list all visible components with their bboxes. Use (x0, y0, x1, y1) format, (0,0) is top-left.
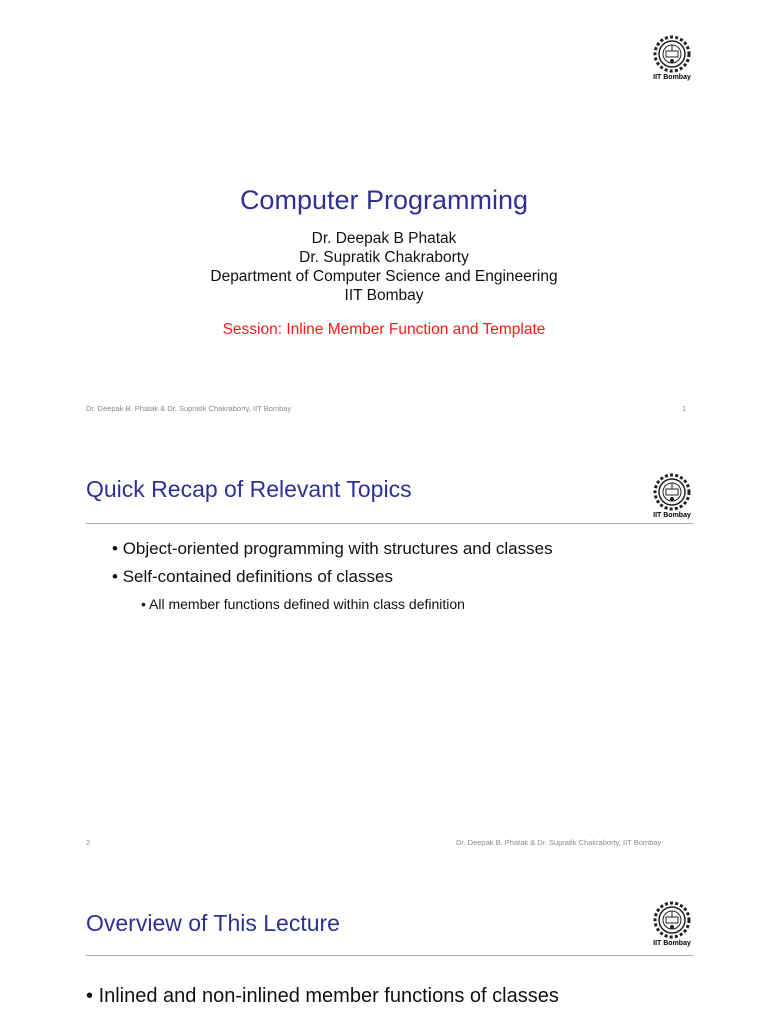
iit-bombay-logo (647, 900, 697, 948)
bullet-dot: • (112, 539, 123, 558)
slide-title: Overview of This Lecture (86, 910, 340, 936)
institute-line: IIT Bombay (344, 287, 424, 304)
bullet-text: Object-oriented programming with structures and classes (122, 539, 553, 558)
bullet-item (86, 983, 559, 1009)
author-line: Dr. Supratik Chakraborty (299, 249, 469, 266)
title-divider (86, 955, 693, 956)
iit-bombay-logo (647, 34, 697, 82)
session-title: Session: Inline Member Function and Template (222, 321, 546, 338)
slide-title: Quick Recap of Relevant Topics (86, 476, 412, 502)
sub-bullet-text: All member functions defined within class definition (149, 596, 465, 612)
bullet-dot: • (141, 596, 150, 612)
bullet-dot: • (112, 567, 123, 586)
presentation-title: Computer Programming (239, 185, 529, 215)
author-line: Dr. Deepak B Phatak (311, 230, 457, 247)
iit-bombay-logo-icon (652, 472, 692, 512)
slide-3 (0, 880, 768, 1024)
sub-bullet-item (141, 595, 465, 613)
bullet-dot: • (86, 985, 99, 1007)
title-divider (86, 523, 693, 524)
department-line: Department of Computer Science and Engineering (210, 268, 558, 285)
page-number: 1 (682, 404, 687, 413)
slide-2 (0, 448, 768, 868)
slide-footer: Dr. Deepak B. Phatak & Dr. Supratik Chakraborty, IIT Bombay (86, 404, 292, 413)
logo-caption: IIT Bombay (653, 512, 691, 519)
author-block (0, 229, 768, 305)
iit-bombay-logo-icon (652, 900, 692, 940)
logo-caption: IIT Bombay (653, 74, 691, 81)
iit-bombay-logo-icon (652, 34, 692, 74)
bullet-text: Self-contained definitions of classes (122, 567, 393, 586)
slide-1 (0, 0, 768, 432)
bullet-item (112, 538, 553, 560)
bullet-text: Inlined and non-inlined member functions of classes (98, 985, 559, 1007)
iit-bombay-logo (647, 472, 697, 520)
page-number: 2 (86, 838, 91, 847)
bullet-item (112, 566, 393, 588)
slide-footer: Dr. Deepak B. Phatak & Dr. Supratik Chakraborty, IIT Bombay (456, 838, 662, 847)
logo-caption: IIT Bombay (653, 940, 691, 947)
